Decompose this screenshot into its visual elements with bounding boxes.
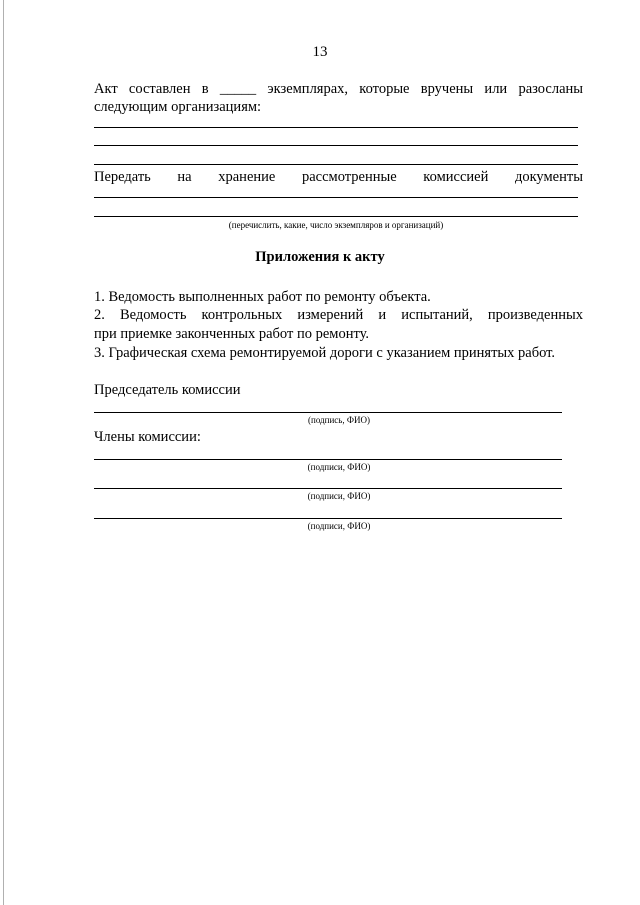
act-copies-suffix: экземплярах, которые вручены или разосланы [267, 81, 584, 97]
transfer-word-2: на [177, 169, 192, 185]
chairman-signature-line[interactable] [94, 412, 562, 413]
appendix-item-2-line2: при приемке законченных работ по ремонту. [94, 326, 370, 342]
member-signature-caption-2: (подписи, ФИО) [307, 491, 371, 501]
act-copies-line1 [94, 80, 583, 99]
member-signature-line-3[interactable] [94, 518, 562, 519]
scan-edge-line [3, 0, 4, 905]
act-copies-line2: следующим организациям: [94, 99, 262, 115]
transfer-word-4: рассмотренные [301, 169, 397, 185]
transfer-word-3: хранение [218, 169, 276, 185]
documents-line-1[interactable] [94, 197, 578, 198]
member-signature-caption-3: (подписи, ФИО) [307, 521, 371, 531]
copies-count-blank[interactable]: _____ [219, 81, 257, 97]
members-label: Члены комиссии: [94, 429, 201, 445]
appendix-item-3: 3. Графическая схема ремонтируемой дороги с указанием принятых работ. [94, 345, 556, 361]
transfer-word-1: Передать [94, 169, 151, 185]
organizations-line-1[interactable] [94, 127, 578, 128]
appendix-title: Приложения к акту [255, 249, 385, 265]
act-copies-prefix: Акт составлен в [94, 81, 209, 97]
transfer-word-6: документы [514, 169, 583, 185]
documents-caption: (перечислить, какие, число экземпляров и организаций) [228, 220, 444, 230]
appendix-item-1: 1. Ведомость выполненных работ по ремонту объекта. [94, 289, 431, 305]
page-number: 13 [312, 44, 328, 60]
transfer-word-5: комиссией [423, 169, 489, 185]
organizations-line-2[interactable] [94, 145, 578, 146]
member-signature-caption-1: (подписи, ФИО) [307, 462, 371, 472]
chairman-signature-caption: (подпись, ФИО) [308, 415, 370, 425]
appendix-item-2-line1: 2. Ведомость контрольных измерений и испытаний, произведенных [94, 307, 583, 323]
member-signature-line-1[interactable] [94, 459, 562, 460]
organizations-line-3[interactable] [94, 164, 578, 165]
documents-line-2[interactable] [94, 216, 578, 217]
member-signature-line-2[interactable] [94, 488, 562, 489]
transfer-line [94, 168, 583, 187]
chairman-label: Председатель комиссии [94, 382, 241, 398]
